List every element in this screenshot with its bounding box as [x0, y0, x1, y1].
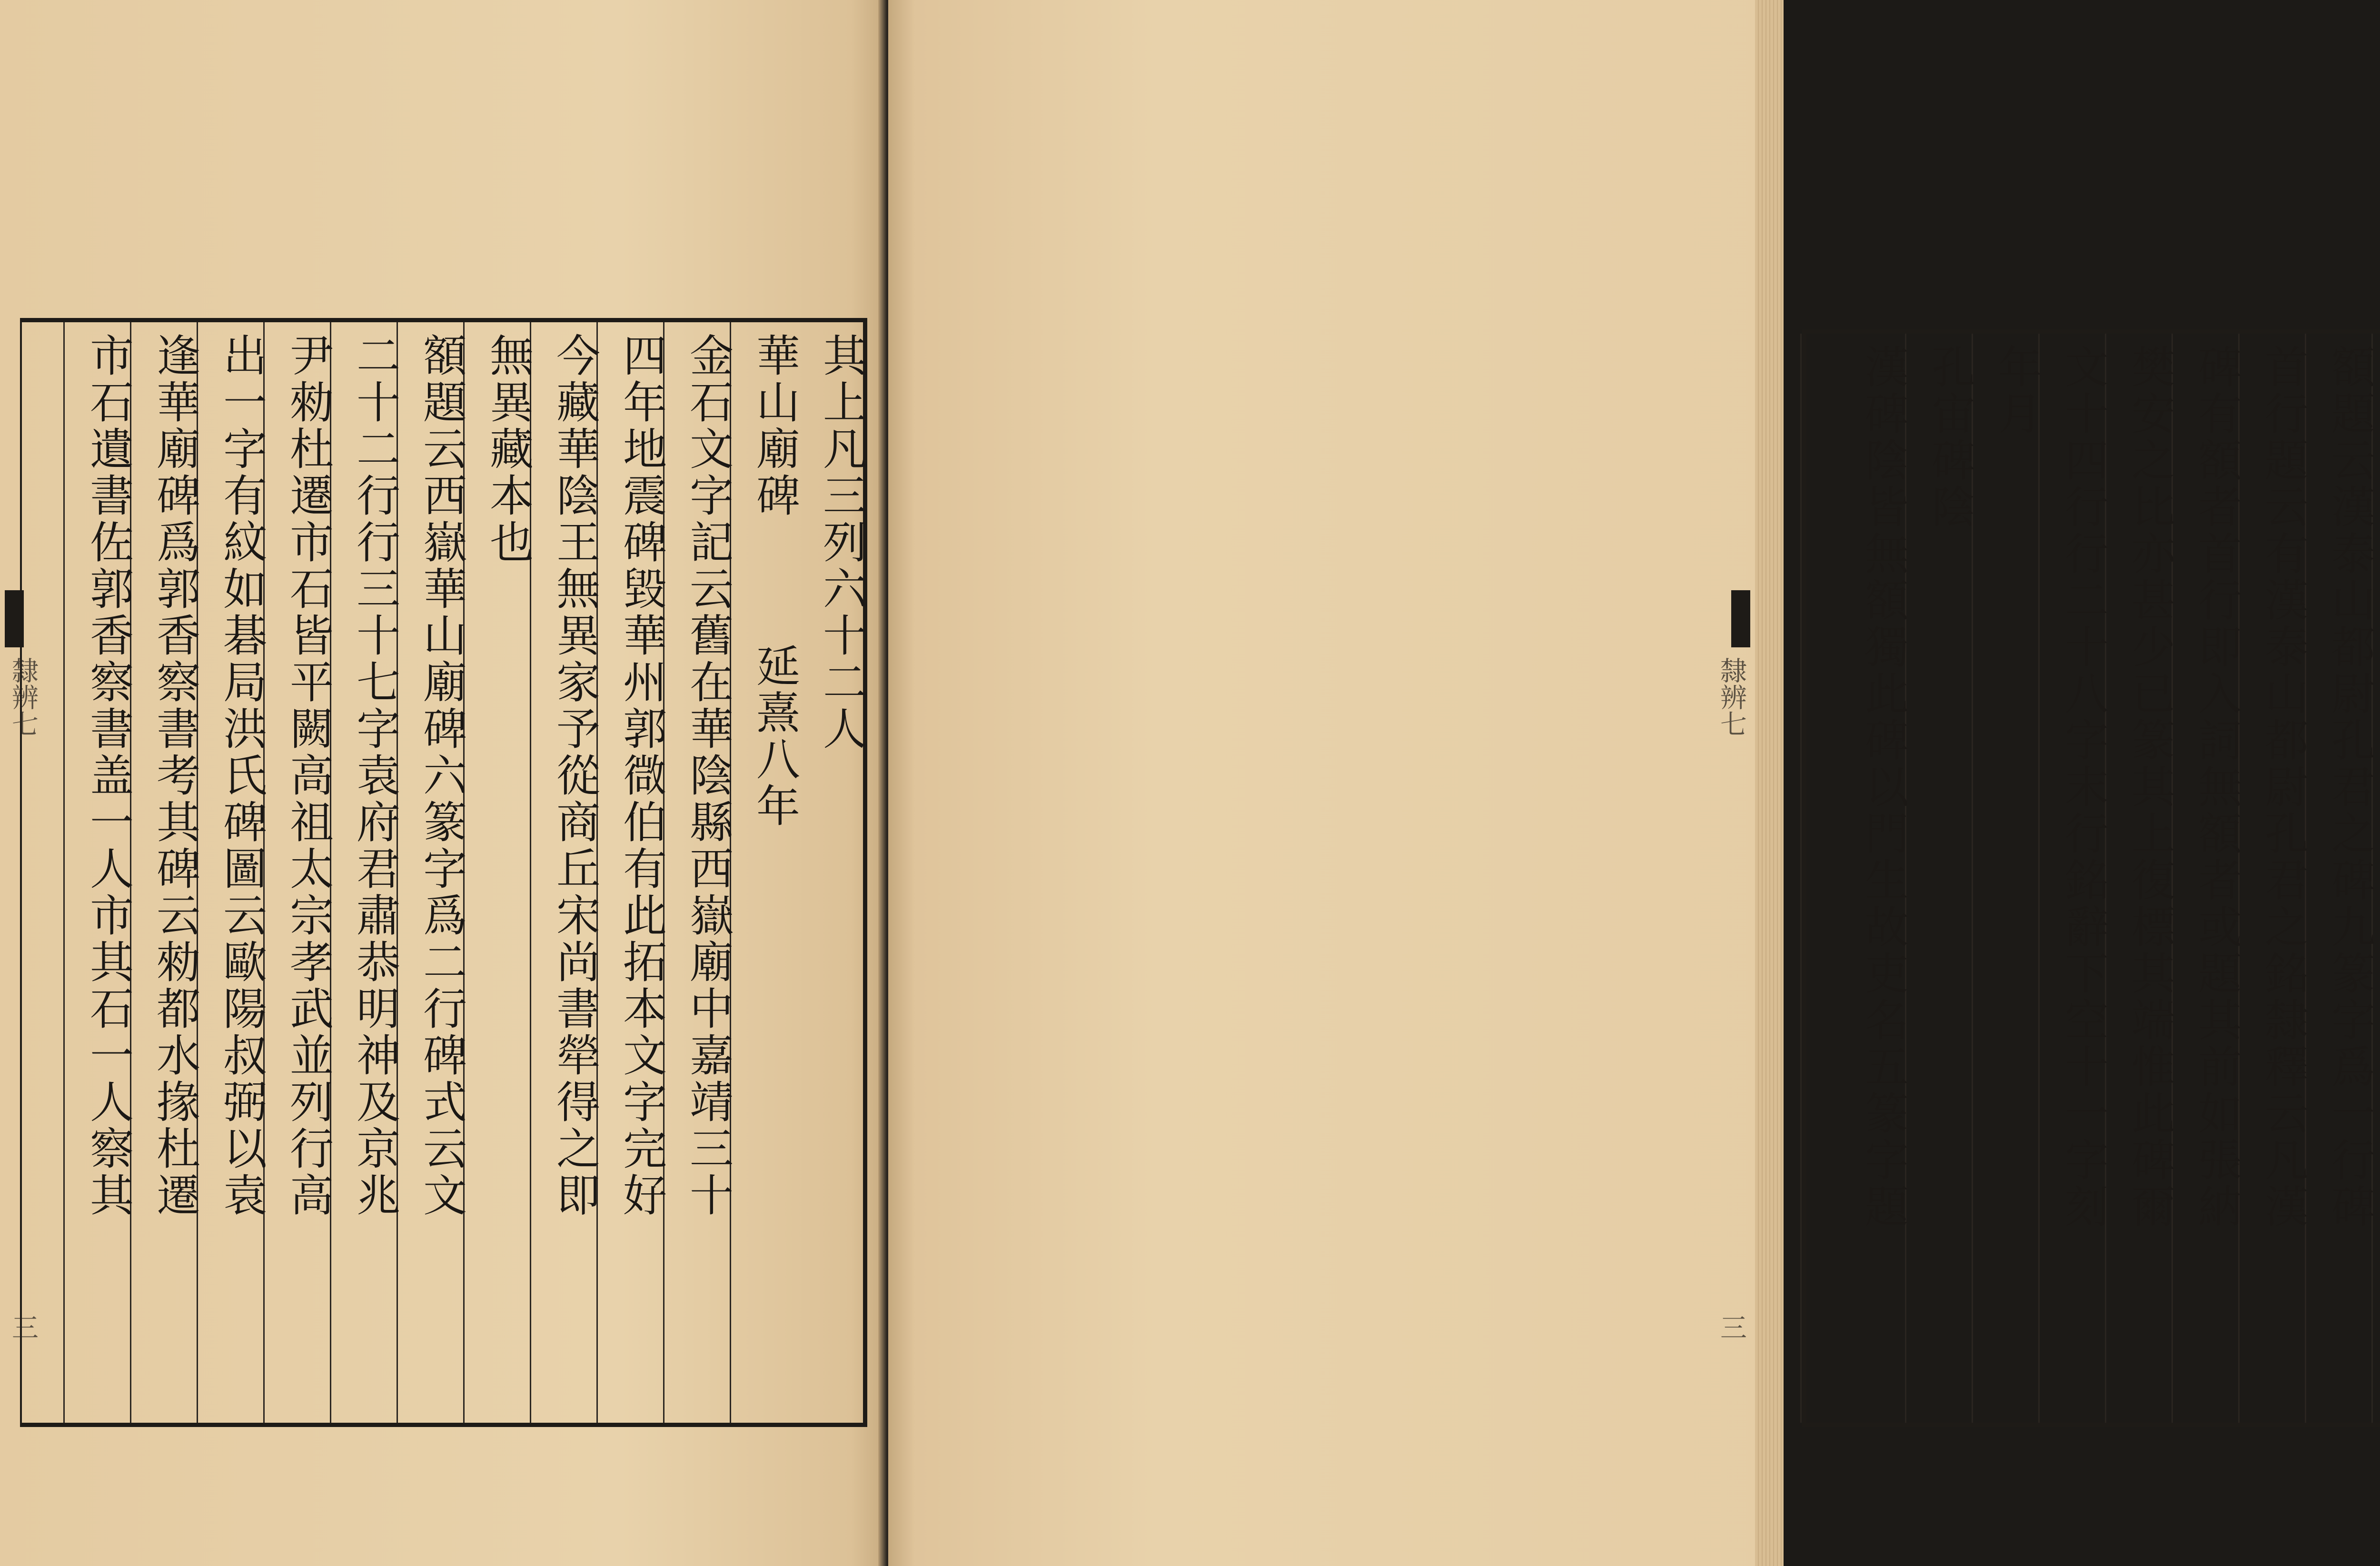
right-col-5: 額題云漢泰山都尉孔君之碑九篆字爲一行碑 — [2305, 334, 2371, 1423]
left-col-8: 二十二行行三十七字袁府君肅恭明神及京兆 — [330, 322, 397, 1423]
right-col-11: 孔宙碑陰 — [1905, 334, 1972, 1423]
right-page — [888, 0, 2375, 1566]
left-col-12: 市石遺書佐郭香察書盖一人市其石一人察其 — [63, 322, 130, 1423]
right-col-8: 樊安之比亦甚少已篆其上復標其端惟此碑爾 — [2105, 334, 2172, 1423]
left-col-2: 華山廟碑延熹八年 — [730, 322, 796, 1423]
left-col-3: 金石文字記云舊在華陰縣西嶽廟中嘉靖三十 — [663, 322, 730, 1423]
left-col-11: 逢華廟碑爲郭香察書考其碑云勑都水掾杜遷 — [130, 322, 197, 1423]
left-col-1: 其上凡三列六十二人 — [816, 333, 867, 753]
left-col-5: 今藏華陰王無異家予從商丘宋尚書犖得之即 — [530, 322, 596, 1423]
right-col-10: 年月 — [1972, 334, 2038, 1423]
left-col-9: 尹勑杜遷市石皆平闕高祖太宗孝武並列行高 — [263, 322, 330, 1423]
left-page — [0, 0, 886, 1566]
left-col-7: 額題云西嶽華山廟碑六篆字爲二行碑式云文 — [397, 322, 463, 1423]
left-fold-mark — [5, 590, 24, 647]
right-col-12: 漢碑陰皆無額獨此碑以門生故吏名五篆字題 — [1800, 334, 1905, 1423]
left-fold-number: 三 — [8, 1314, 39, 1340]
left-fold-label: 隸辨七 — [8, 657, 39, 737]
left-col-4: 四年地震碑毀華州郭㣲伯有此拓本文字完好 — [596, 322, 663, 1423]
left-col-10: 出一字有紋如碁局洪氏碑圖云歐陽叔弼以袁 — [197, 322, 263, 1423]
right-fold-number: 三 — [1716, 1314, 1747, 1340]
right-col-6: 首行題云有漢泰山都尉孔君之銘隸釋云凡漢 — [2238, 334, 2305, 1423]
right-col-7: 碑有額者首行即入詞無額者或題其前如張納 — [2172, 334, 2238, 1423]
right-fold-label: 隸辨七 — [1716, 657, 1747, 737]
left-col-6: 無異藏本也 — [463, 322, 530, 1423]
right-fold-mark — [1731, 590, 1750, 647]
right-col-9: 文十四行行二十八字末行銘辭下空十一字刻 — [2038, 334, 2105, 1423]
right-text-frame — [1802, 329, 2380, 1427]
left-text-frame — [20, 318, 867, 1427]
